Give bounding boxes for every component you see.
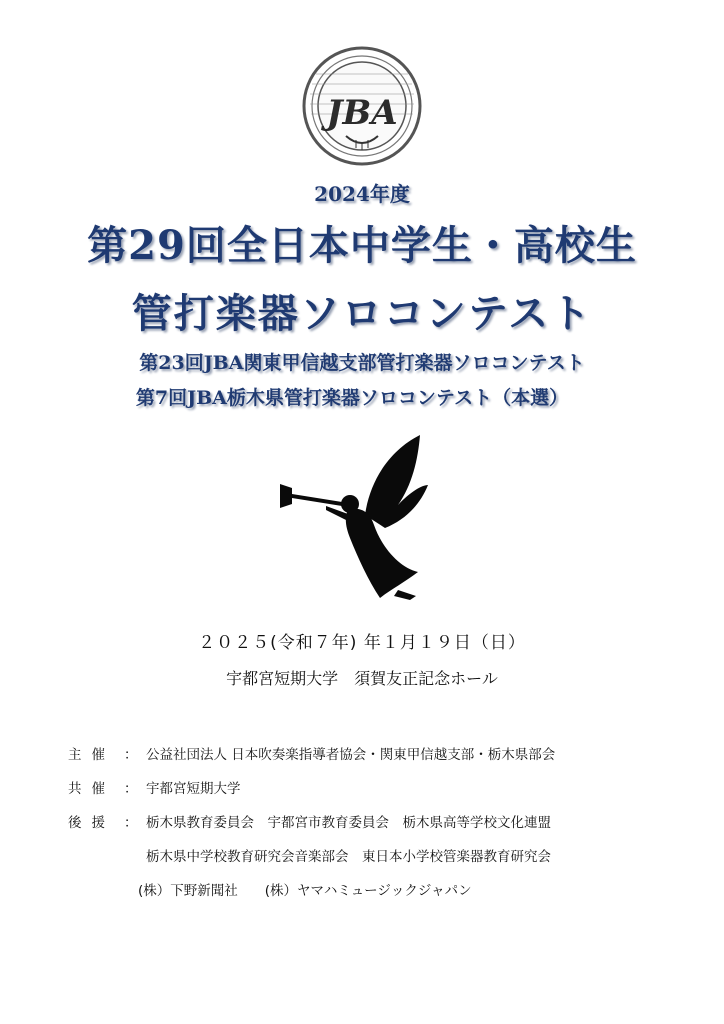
support-row [68,804,678,838]
support-value-line3: (株）下野新聞社 (株）ヤマハミュージックジャパン [138,883,472,899]
page-title-line2: 管打楽器ソロコンテスト [131,290,593,337]
support-colon: ： [124,815,138,831]
organizer-value: 公益社団法人 日本吹奏楽指導者協会・関東甲信越支部・栃木県部会 [146,747,556,763]
support-value-line1: 栃木県教育委員会 宇都宮市教育委員会 栃木県高等学校文化連盟 [146,815,551,831]
cohost-value: 宇都宮短期大学 [146,781,241,797]
support-value-line2: 栃木県中学校教育研究会音楽部会 東日本小学校管楽器教育研究会 [146,849,551,865]
organizer-row [68,736,678,770]
subtitle-line1: 第23回JBA関東甲信越支部管打楽器ソロコンテスト [139,352,585,374]
cohost-row [68,770,678,804]
organizer-label: 主催 [68,747,115,763]
cohost-label: 共催 [68,781,115,797]
jba-lyre-emblem-icon [300,44,424,168]
support-row-3 [68,872,678,906]
svg-text:JBA: JBA [326,93,398,133]
subtitle-line2: 第7回JBA栃木県管打楽器ソロコンテスト（本選） [135,387,569,409]
support-row-2 [68,838,678,872]
cohost-colon: ： [124,781,138,797]
trumpet-angel-illustration [270,430,440,600]
event-venue: 宇都宮短期大学 須賀友正記念ホール [226,669,498,688]
organizer-colon: ： [124,747,138,763]
fiscal-year: 2024年度 [314,182,410,206]
support-label: 後援 [68,815,115,831]
trumpet-angel-icon [270,430,440,600]
credits-section [68,736,678,906]
event-date: ２０２５(令和７年) 年１月１９日（日） [198,633,526,653]
jba-logo [300,44,424,168]
page-title-line1: 第29回全日本中学生・高校生 [87,222,637,269]
